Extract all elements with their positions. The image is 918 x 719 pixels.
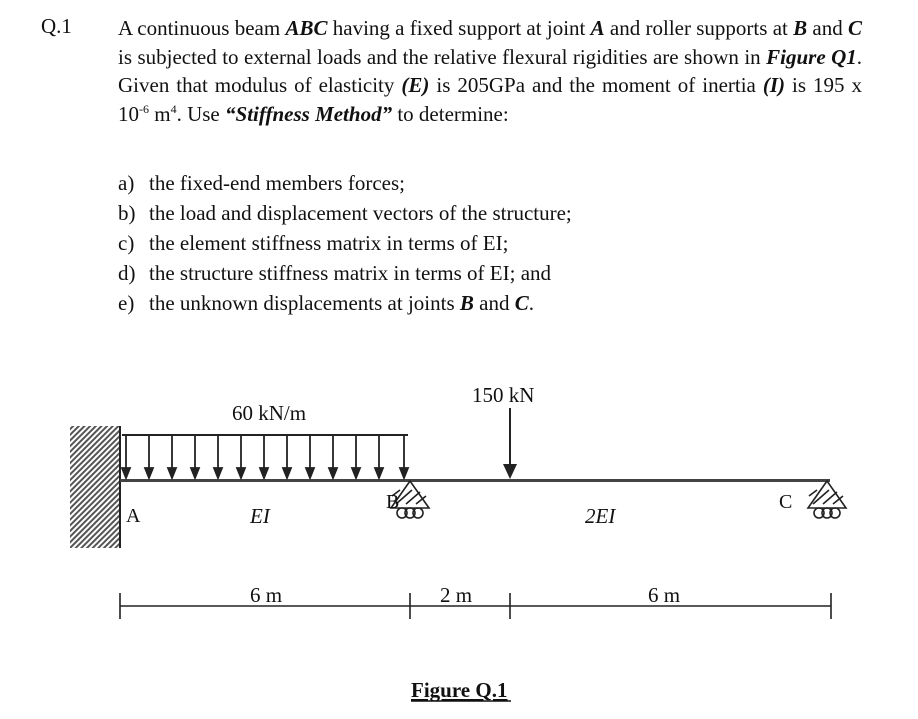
task-item: d) the structure stiffness matrix in terms of EI; and	[118, 261, 552, 285]
question-number: Q.1	[41, 14, 72, 38]
point-load-arrowhead	[503, 464, 517, 479]
question-text: A continuous beam ABC having a fixed support at joint A and roller supports at B and C is subjected to external loads and the relative flexural rigidities are shown in Figure Q1. Given that modulus of elasticity (E) is 205GPa and the moment of inertia (I) is 195 x $10^{-6}$ $m^4$. Use “Stiffness Method” to determine:	[118, 16, 863, 126]
udl-label: 60 kN/m	[232, 401, 307, 425]
figure-reference: Figure Q1	[766, 44, 857, 69]
task-item: e) the unknown displacements at joints B and C.	[118, 291, 534, 315]
dim-ab-label: 6 m	[250, 583, 283, 607]
udl-arrows	[122, 435, 408, 478]
task-item: a) the fixed-end members forces;	[118, 171, 405, 195]
beam-name: ABC	[285, 16, 328, 40]
beam-bc	[410, 479, 830, 482]
roller-support-c	[808, 481, 846, 518]
joint-b-label: B	[386, 491, 400, 513]
dim-b-load-label: 2 m	[440, 583, 473, 607]
ei-ab-label: EI	[250, 504, 270, 528]
point-load-label: 150 kN	[472, 383, 535, 407]
beam-ab	[120, 479, 410, 482]
joint-a-label: A	[126, 505, 141, 527]
figure-caption: Figure Q.1	[411, 678, 508, 702]
method-name: “Stiffness Method”	[225, 101, 393, 126]
task-item: c) the element stiffness matrix in terms of EI;	[118, 231, 509, 255]
task-item: b) the load and displacement vectors of the structure;	[118, 201, 572, 225]
dim-load-c-label: 6 m	[648, 583, 681, 607]
ei-bc-label: 2EI	[585, 504, 616, 528]
fixed-support-a	[70, 426, 120, 548]
joint-c-label: C	[779, 491, 793, 513]
